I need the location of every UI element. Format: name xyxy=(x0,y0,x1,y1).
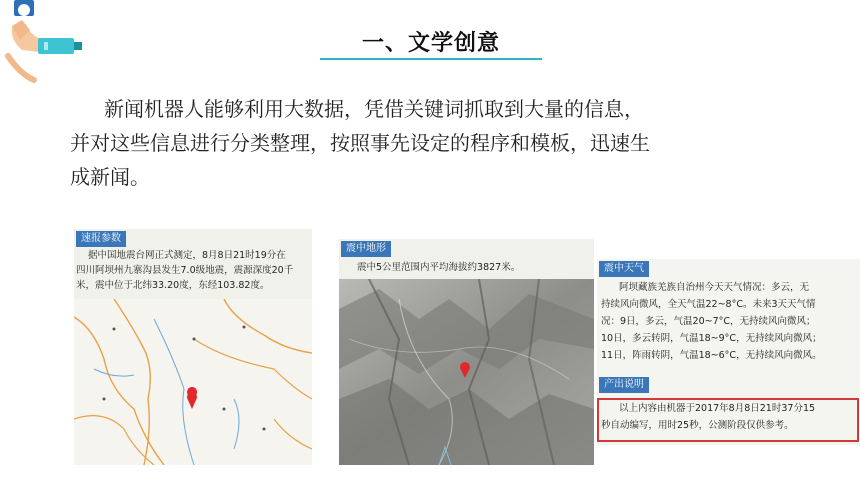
terrain-panel xyxy=(339,239,594,465)
quick-report-tag: 速报参数 xyxy=(76,231,126,247)
weather-line-4: 10日，多云转阴，气温18~9°C，无持续风向微风； xyxy=(601,333,822,344)
weather-line-5: 11日，阵雨转阴，气温18~6°C，无持续风向微风。 xyxy=(601,350,822,361)
body-paragraph xyxy=(70,92,810,194)
paragraph-line-1: 新闻机器人能够利用大数据，凭借关键词抓取到大量的信息， xyxy=(104,97,644,121)
weather-line-2: 持续风向微风，全天气温22~8°C。未来3天天气情 xyxy=(601,299,816,310)
note-line-2: 秒自动编写，用时25秒，公测阶段仅供参考。 xyxy=(601,420,794,431)
epicenter-map xyxy=(74,299,312,465)
paragraph-line-3: 成新闻。 xyxy=(70,165,150,189)
usb-hand-illustration xyxy=(0,0,90,86)
report-line-2: 四川阿坝州九寨沟县发生7.0级地震，震源深度20千 xyxy=(76,265,294,276)
paragraph-line-2: 并对这些信息进行分类整理，按照事先设定的程序和模板，迅速生 xyxy=(70,131,650,155)
weather-line-1: 阿坝藏族羌族自治州今天天气情况：多云，无 xyxy=(619,282,810,293)
weather-panel xyxy=(597,259,860,445)
terrain-tag: 震中地形 xyxy=(341,241,391,257)
terrain-relief-image xyxy=(339,279,594,465)
page-title: 一、文学创意 xyxy=(361,31,500,56)
weather-line-3: 况：9日，多云，气温20~7°C，无持续风向微风； xyxy=(601,316,816,327)
quick-report-panel xyxy=(74,229,312,465)
output-note-tag: 产出说明 xyxy=(599,377,649,393)
report-line-3: 米，震中位于北纬33.20度，东经103.82度。 xyxy=(76,280,270,291)
report-line-1: 据中国地震台网正式测定，8月8日21时19分在 xyxy=(88,250,286,261)
terrain-caption: 震中5公里范围内平均海拔约3827米。 xyxy=(357,262,521,273)
note-line-1: 以上内容由机器于2017年8月8日21时37分15 xyxy=(619,403,816,414)
title-underline xyxy=(320,58,542,60)
weather-tag: 震中天气 xyxy=(599,261,649,277)
